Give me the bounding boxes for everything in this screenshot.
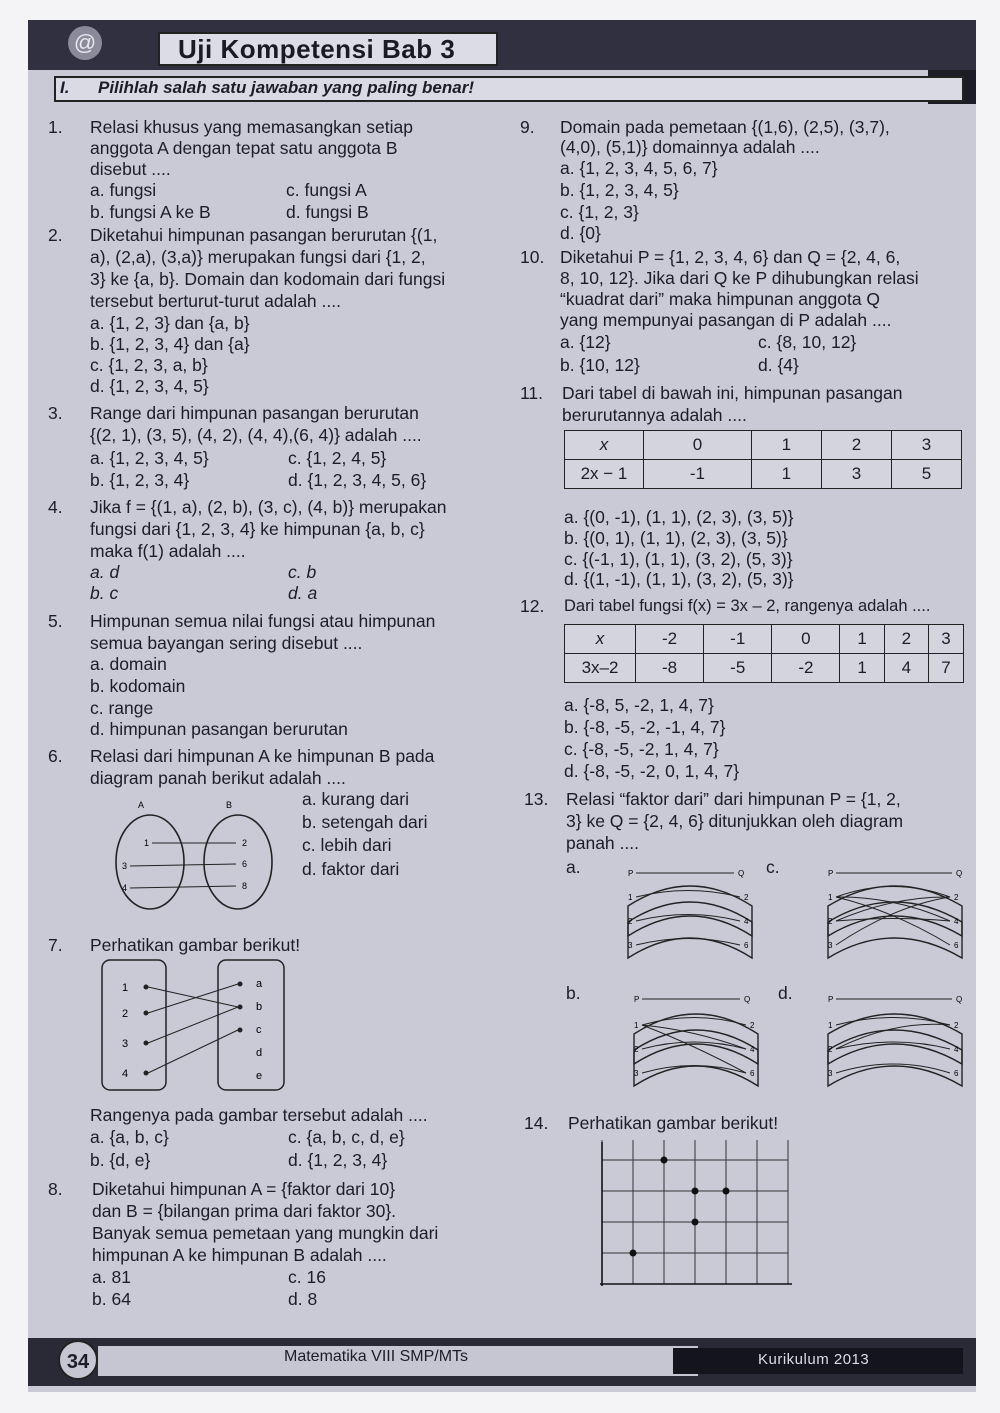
q9-number: 9. [520, 117, 535, 137]
q13-p1: 1 [828, 893, 833, 902]
q10-option-a: a. {12} [560, 332, 611, 352]
q6-left-1: 1 [144, 838, 150, 848]
q7-prompt: Rangenya pada gambar tersebut adalah .... [90, 1105, 428, 1125]
q8-option-c: c. 16 [288, 1267, 326, 1287]
q12-option-d: d. {-8, -5, -2, 0, 1, 4, 7} [564, 761, 740, 781]
q12-cell: 3x–2 [565, 654, 636, 683]
q13-p1: 1 [628, 893, 633, 902]
q11-option-a: a. {(0, -1), (1, 1), (2, 3), (3, 5)} [564, 507, 794, 527]
q13-q6: 6 [954, 1069, 959, 1078]
q1-line: Relasi khusus yang memasangkan setiap [90, 117, 413, 137]
q10-line: Diketahui P = {1, 2, 3, 4, 6} dan Q = {2, 4, 6, [560, 247, 901, 267]
q13-p3: 3 [634, 1069, 639, 1078]
q9-option-d: d. {0} [560, 223, 601, 243]
q3-option-a: a. {1, 2, 3, 4, 5} [90, 448, 209, 468]
q12-cell: 7 [929, 654, 964, 683]
q11-cell: 0 [644, 431, 752, 460]
q3-line: Range dari himpunan pasangan berurutan [90, 403, 419, 423]
q10-option-c: c. {8, 10, 12} [758, 332, 857, 352]
at-sign-icon: @ [68, 26, 102, 60]
q7-option-d: d. {1, 2, 3, 4} [288, 1150, 388, 1170]
q3-option-d: d. {1, 2, 3, 4, 5, 6} [288, 470, 427, 490]
q5-option-a: a. domain [90, 654, 167, 674]
q7-right-box [218, 960, 284, 1090]
q5-option-b: b. kodomain [90, 676, 186, 696]
book-title: Matematika VIII SMP/MTs [284, 1348, 469, 1365]
q8-line: Banyak semua pemetaan yang mungkin dari [92, 1223, 439, 1243]
curriculum-label: Kurikulum 2013 [758, 1351, 870, 1368]
q10-line: 8, 10, 12}. Jika dari Q ke P dihubungkan relasi [560, 268, 919, 288]
q9-option-a: a. {1, 2, 3, 4, 5, 6, 7} [560, 158, 718, 178]
q13-option-d: d. [778, 983, 793, 1003]
q2-option-a: a. {1, 2, 3} dan {a, b} [90, 313, 250, 333]
section-instruction: Pilihlah salah satu jawaban yang paling benar! [98, 78, 474, 97]
q13-diagram-b [624, 990, 768, 1090]
q12-table [564, 624, 964, 683]
q13-line: 3} ke Q = {2, 4, 6} ditunjukkan oleh diagram [566, 811, 904, 831]
q11-table-row [565, 431, 962, 460]
q12-cell: -8 [636, 654, 704, 683]
q7-right-d: d [256, 1047, 263, 1059]
q2-line: Diketahui himpunan pasangan berurutan {(1, [90, 225, 438, 245]
q6-right-8: 8 [242, 881, 248, 891]
q8-line: himpunan A ke himpunan B adalah .... [92, 1245, 387, 1265]
q13-q2: 2 [954, 893, 959, 902]
q7-right-b: b [256, 1001, 263, 1013]
page [28, 20, 976, 1392]
q11-line: berurutannya adalah .... [562, 405, 747, 425]
q2-line: a), (2,a), (3,a)} merupakan fungsi dari {1, 2, [90, 247, 426, 267]
q4-option-a: a. d [90, 562, 120, 582]
q8-option-b: b. 64 [92, 1289, 131, 1309]
q13-q4: 4 [954, 917, 959, 926]
q6-line: Relasi dari himpunan A ke himpunan B pada [90, 746, 435, 766]
data-point [630, 1250, 637, 1257]
q9-option-c: c. {1, 2, 3} [560, 202, 639, 222]
q7-left-3: 3 [122, 1038, 129, 1050]
q12-cell: 0 [772, 625, 840, 654]
q11-cell: 2x − 1 [565, 460, 644, 489]
q8-option-d: d. 8 [288, 1289, 318, 1309]
q10-line: yang mempunyai pasangan di P adalah .... [560, 310, 892, 330]
q13-q-label: Q [956, 869, 963, 878]
q8-line: dan B = {bilangan prima dari faktor 30}. [92, 1201, 397, 1221]
q13-p2: 2 [634, 1045, 639, 1054]
q13-p3: 3 [828, 1069, 833, 1078]
q4-number: 4. [48, 497, 63, 517]
q3-option-b: b. {1, 2, 3, 4} [90, 470, 190, 490]
q13-p3: 3 [828, 941, 833, 950]
q7-right-e: e [256, 1070, 263, 1082]
q12-cell: x [565, 625, 636, 654]
q14-coordinate-plot [568, 1140, 804, 1290]
q3-number: 3. [48, 403, 63, 423]
q12-option-b: b. {-8, -5, -2, -1, 4, 7} [564, 717, 726, 737]
q4-line: Jika f = {(1, a), (2, b), (3, c), (4, b)} merupakan [90, 497, 447, 517]
q13-diagram-d [820, 990, 968, 1090]
q13-p-label: P [634, 995, 640, 1004]
q6-right-6: 6 [242, 859, 248, 869]
q11-cell: 1 [751, 431, 821, 460]
q7-left-2: 2 [122, 1008, 129, 1020]
data-point [723, 1188, 730, 1195]
q1-option-d: d. fungsi B [286, 202, 369, 222]
q13-q4: 4 [750, 1045, 755, 1054]
q6-number: 6. [48, 746, 63, 766]
q5-number: 5. [48, 611, 63, 631]
q7-right-a: a [256, 978, 263, 990]
q12-table-row [565, 625, 964, 654]
q8-line: Diketahui himpunan A = {faktor dari 10} [92, 1179, 396, 1199]
q4-option-c: c. b [288, 562, 317, 582]
q13-p-label: P [628, 869, 634, 878]
q12-option-a: a. {-8, 5, -2, 1, 4, 7} [564, 695, 714, 715]
q13-p2: 2 [828, 917, 833, 926]
q3-line: {(2, 1), (3, 5), (4, 2), (4, 4),(6, 4)} adalah .... [90, 425, 422, 445]
chapter-title: Uji Kompetensi Bab 3 [178, 34, 456, 64]
q9-option-b: b. {1, 2, 3, 4, 5} [560, 180, 679, 200]
q12-cell: -2 [636, 625, 704, 654]
q7-option-c: c. {a, b, c, d, e} [288, 1127, 405, 1147]
q11-option-d: d. {(1, -1), (1, 1), (3, 2), (5, 3)} [564, 569, 794, 589]
q1-option-c: c. fungsi A [286, 180, 367, 200]
q7-option-b: b. {d, e} [90, 1150, 151, 1170]
q3-option-c: c. {1, 2, 4, 5} [288, 448, 387, 468]
q11-number: 11. [520, 383, 544, 403]
q13-q2: 2 [954, 1021, 959, 1030]
q14-number: 14. [524, 1113, 549, 1133]
q7-arrow-diagram [100, 958, 290, 1094]
q12-number: 12. [520, 596, 545, 616]
q7-number: 7. [48, 935, 63, 955]
q13-q-label: Q [744, 995, 751, 1004]
q13-diagram-a [618, 866, 762, 962]
q1-number: 1. [48, 117, 63, 137]
q9-line: Domain pada pemetaan {(1,6), (2,5), (3,7), [560, 117, 890, 137]
q13-option-b: b. [566, 983, 581, 1003]
section-number: I. [60, 78, 70, 97]
q6-left-4: 4 [122, 883, 128, 893]
q11-option-b: b. {(0, 1), (1, 1), (2, 3), (3, 5)} [564, 528, 788, 548]
q1-option-a: a. fungsi [90, 180, 157, 200]
q13-option-a: a. [566, 857, 581, 877]
q13-q2: 2 [744, 893, 749, 902]
q12-cell: -2 [772, 654, 840, 683]
q4-option-b: b. c [90, 583, 119, 603]
q7-left-4: 4 [122, 1068, 129, 1080]
q11-cell: x [565, 431, 644, 460]
q5-line: semua bayangan sering disebut .... [90, 633, 363, 653]
q4-line: fungsi dari {1, 2, 3, 4} ke himpunan {a, b, c} [90, 519, 425, 539]
data-point [692, 1188, 699, 1195]
q13-number: 13. [524, 789, 549, 809]
q13-q-label: Q [956, 995, 963, 1004]
q5-option-d: d. himpunan pasangan berurutan [90, 719, 348, 739]
data-point [661, 1157, 668, 1164]
q11-table [564, 430, 962, 489]
q5-line: Himpunan semua nilai fungsi atau himpunan [90, 611, 436, 631]
q2-option-d: d. {1, 2, 3, 4, 5} [90, 376, 209, 396]
q13-diagram-c [820, 866, 968, 962]
q10-number: 10. [520, 247, 545, 267]
data-point [692, 1219, 699, 1226]
q11-cell: -1 [644, 460, 752, 489]
q10-option-d: d. {4} [758, 355, 799, 375]
q12-cell: 1 [840, 654, 884, 683]
q6-set-b-oval [204, 815, 272, 909]
q11-cell: 3 [891, 431, 961, 460]
q1-line: anggota A dengan tepat satu anggota B [90, 138, 398, 158]
q6-arrow [130, 864, 236, 866]
q13-p3: 3 [628, 941, 633, 950]
q13-q2: 2 [750, 1021, 755, 1030]
q13-option-c: c. [766, 857, 780, 877]
q6-option-b: b. setengah dari [302, 812, 428, 832]
q7-line: Perhatikan gambar berikut! [90, 935, 301, 955]
q6-set-a-label: A [138, 800, 145, 810]
q2-option-b: b. {1, 2, 3, 4} dan {a} [90, 334, 250, 354]
q6-arrow [130, 886, 236, 888]
q11-line: Dari tabel di bawah ini, himpunan pasangan [562, 383, 903, 403]
q7-left-box [102, 960, 166, 1090]
q11-option-c: c. {(-1, 1), (1, 1), (3, 2), (5, 3)} [564, 549, 793, 569]
q13-q4: 4 [954, 1045, 959, 1054]
q11-cell: 3 [821, 460, 891, 489]
q13-p1: 1 [634, 1021, 639, 1030]
q11-cell: 1 [751, 460, 821, 489]
q1-option-b: b. fungsi A ke B [90, 202, 211, 222]
q6-option-c: c. lebih dari [302, 835, 392, 855]
q13-p2: 2 [628, 917, 633, 926]
q7-left-1: 1 [122, 982, 129, 994]
q13-q-label: Q [738, 869, 745, 878]
q13-p-label: P [828, 995, 834, 1004]
q14-line: Perhatikan gambar berikut! [568, 1113, 779, 1133]
q9-line: (4,0), (5,1)} domainnya adalah .... [560, 137, 820, 157]
q13-p2: 2 [828, 1045, 833, 1054]
q11-table-row [565, 460, 962, 489]
q10-option-b: b. {10, 12} [560, 355, 640, 375]
q8-number: 8. [48, 1179, 63, 1199]
q13-q6: 6 [744, 941, 749, 950]
q10-line: “kuadrat dari” maka himpunan anggota Q [560, 289, 881, 309]
q2-line: tersebut berturut-turut adalah .... [90, 291, 341, 311]
q2-option-c: c. {1, 2, 3, a, b} [90, 355, 208, 375]
q12-cell: -1 [704, 625, 772, 654]
q6-right-2: 2 [242, 838, 248, 848]
q4-option-d: d. a [288, 583, 318, 603]
q12-cell: 3 [929, 625, 964, 654]
q12-cell: 1 [840, 625, 884, 654]
q2-line: 3} ke {a, b}. Domain dan kodomain dari fungsi [90, 269, 446, 289]
q11-cell: 2 [821, 431, 891, 460]
page-number: 34 [58, 1340, 98, 1380]
q13-line: panah .... [566, 833, 639, 853]
q6-line: diagram panah berikut adalah .... [90, 768, 346, 788]
q11-cell: 5 [891, 460, 961, 489]
q7-right-c: c [256, 1024, 262, 1036]
q13-q4: 4 [744, 917, 749, 926]
q5-option-c: c. range [90, 698, 154, 718]
q4-line: maka f(1) adalah .... [90, 541, 246, 561]
q12-cell: 2 [884, 625, 928, 654]
q13-line: Relasi “faktor dari” dari himpunan P = {1, 2, [566, 789, 901, 809]
q12-table-row [565, 654, 964, 683]
q12-line: Dari tabel fungsi f(x) = 3x – 2, rangenya adalah .... [564, 597, 931, 615]
q8-option-a: a. 81 [92, 1267, 131, 1287]
q6-option-a: a. kurang dari [302, 789, 410, 809]
q13-q6: 6 [954, 941, 959, 950]
q1-line: disebut .... [90, 159, 171, 179]
q13-q6: 6 [750, 1069, 755, 1078]
q2-number: 2. [48, 225, 63, 245]
q13-p1: 1 [828, 1021, 833, 1030]
q6-left-3: 3 [122, 861, 128, 871]
q12-option-c: c. {-8, -5, -2, 1, 4, 7} [564, 739, 719, 759]
q7-option-a: a. {a, b, c} [90, 1127, 169, 1147]
q13-p-label: P [828, 869, 834, 878]
q6-set-b-label: B [226, 800, 233, 810]
q12-cell: -5 [704, 654, 772, 683]
q6-arrow-diagram [108, 796, 278, 914]
q6-option-d: d. faktor dari [302, 859, 400, 879]
q12-cell: 4 [884, 654, 928, 683]
